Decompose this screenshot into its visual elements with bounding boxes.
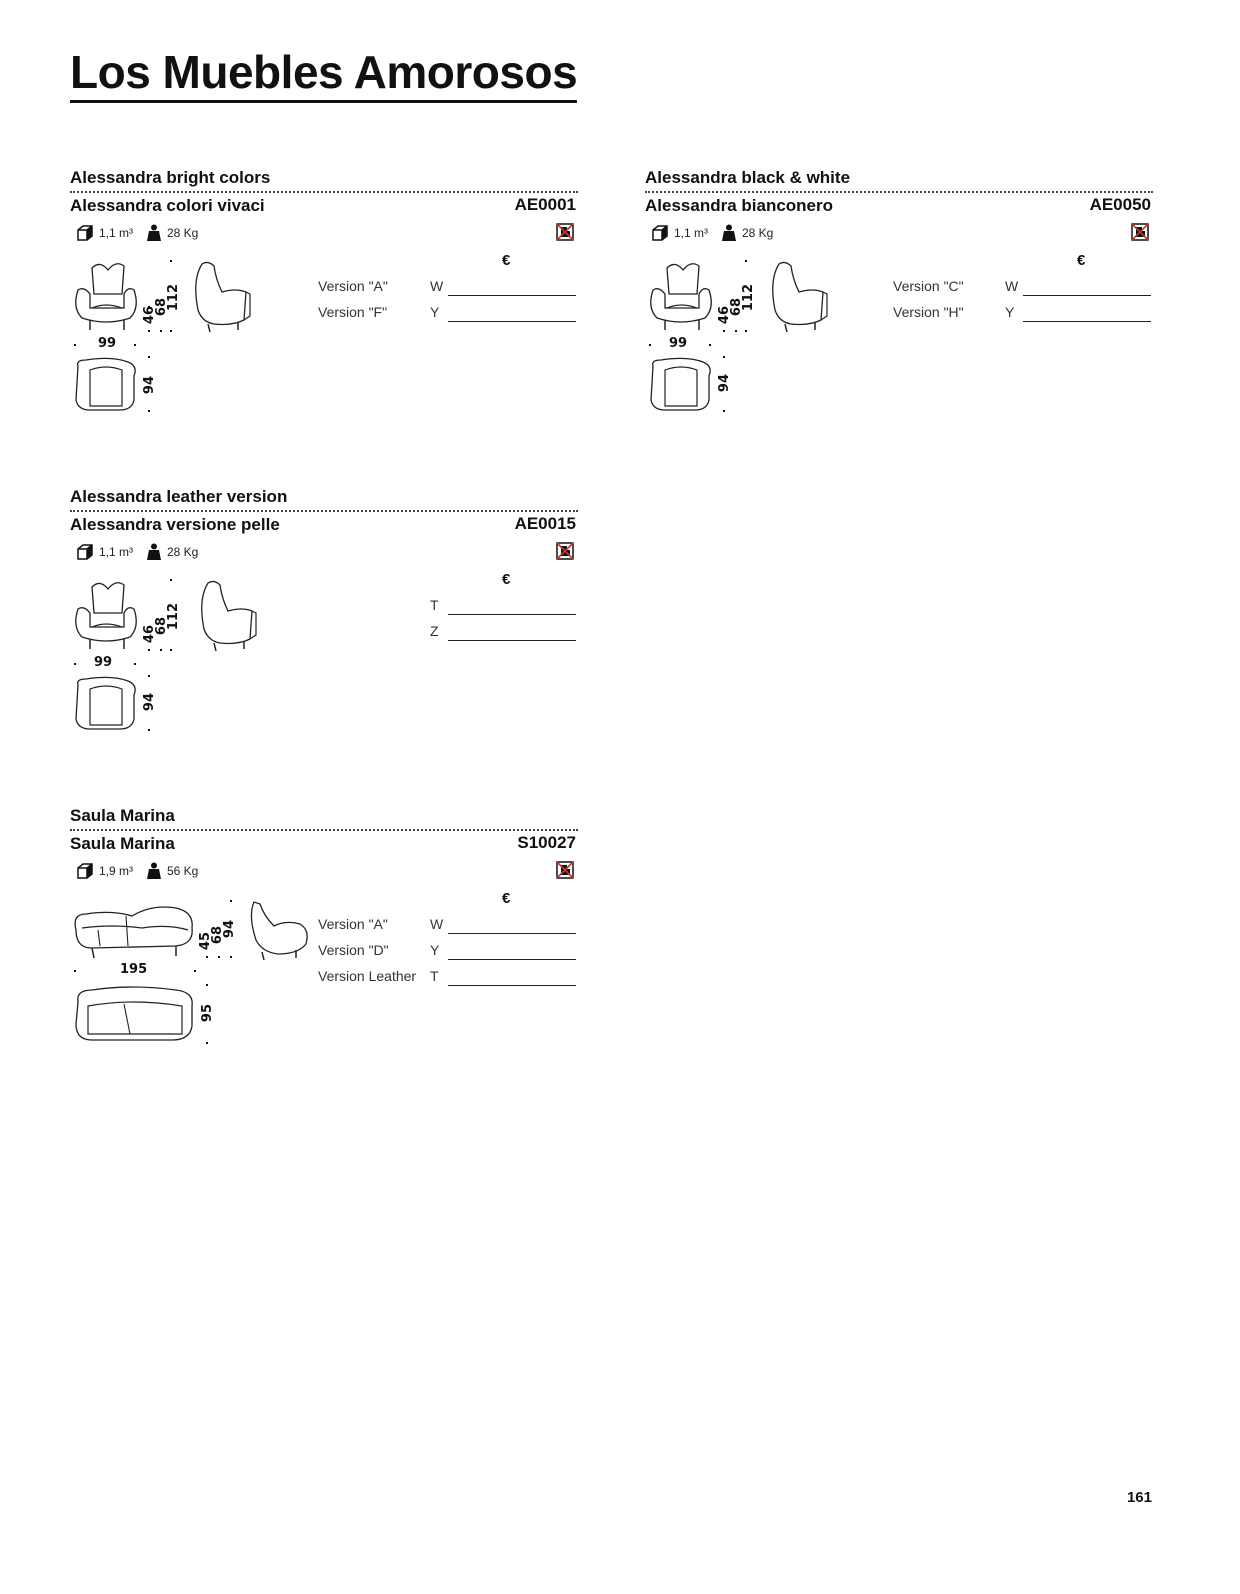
dimension-height-seat: 46: [142, 306, 157, 325]
no-assembly-icon: [556, 542, 574, 560]
volume-spec: [76, 224, 133, 242]
armchair-side-drawing: [198, 579, 260, 653]
dim-tick: [206, 1042, 208, 1044]
armchair-top-drawing: [647, 356, 717, 414]
page-number: 161: [1126, 1489, 1152, 1506]
product-code: AE0015: [514, 514, 576, 533]
dim-tick: [170, 260, 172, 262]
product-subtitle: Alessandra bianconero: [645, 196, 834, 215]
dimension-height-seat: 46: [142, 625, 157, 644]
dim-tick: [134, 344, 136, 346]
dimension-height-seat: 45: [198, 932, 213, 951]
version-row: [318, 304, 578, 324]
dim-tick: [170, 330, 172, 332]
dim-tick: [148, 330, 150, 332]
no-assembly-icon: [556, 223, 574, 241]
dim-tick: [230, 956, 232, 958]
dim-tick: [74, 344, 76, 346]
weight-icon: [146, 543, 162, 561]
dotted-divider: [645, 191, 1153, 193]
dimension-depth: 94: [717, 374, 732, 393]
version-label: Version "C": [893, 278, 964, 294]
product-subtitle: Alessandra colori vivaci: [70, 196, 265, 215]
weight-icon: [146, 862, 162, 880]
armchair-side-drawing: [769, 260, 831, 334]
version-label: Version "A": [318, 916, 388, 932]
weight-spec: [721, 224, 773, 242]
dim-tick: [218, 956, 220, 958]
version-row: [318, 916, 578, 936]
cube-icon: [651, 224, 669, 242]
volume-value: 1,1 m³: [99, 545, 134, 559]
currency-symbol: €: [502, 571, 511, 588]
price-field[interactable]: [1023, 321, 1151, 322]
price-field[interactable]: [1023, 295, 1151, 296]
product-title: Alessandra black & white: [645, 168, 851, 187]
weight-value: 28 Kg: [167, 545, 199, 559]
dim-tick: [74, 663, 76, 665]
dimension-depth: 94: [142, 376, 157, 395]
weight-spec: [146, 862, 198, 880]
price-letter: Y: [430, 304, 440, 320]
weight-icon: [146, 224, 162, 242]
price-field[interactable]: [448, 959, 576, 960]
dim-tick: [160, 330, 162, 332]
dim-tick: [745, 330, 747, 332]
armchair-top-drawing: [72, 675, 142, 733]
dimension-width: 99: [669, 336, 688, 351]
product-title: Alessandra leather version: [70, 487, 288, 506]
version-row: [318, 942, 578, 962]
price-letter: T: [430, 968, 439, 984]
price-field[interactable]: [448, 295, 576, 296]
volume-spec: [76, 543, 133, 561]
sofa-front-drawing: [72, 904, 196, 962]
weight-value: 28 Kg: [742, 226, 774, 240]
product-card: [70, 806, 580, 1066]
version-row: [318, 597, 578, 617]
dimension-height-total: 112: [166, 603, 181, 631]
weight-icon: [721, 224, 737, 242]
version-label: Version "F": [318, 304, 388, 320]
volume-spec: [76, 862, 133, 880]
price-letter: W: [1005, 278, 1019, 294]
dimension-height-total: 94: [222, 920, 237, 939]
armchair-front-drawing: [72, 579, 142, 653]
dim-tick: [230, 900, 232, 902]
dimension-width: 99: [98, 336, 117, 351]
price-field[interactable]: [448, 640, 576, 641]
dim-tick: [723, 356, 725, 358]
currency-symbol: €: [502, 252, 511, 269]
dimension-width: 195: [120, 962, 148, 977]
dimension-height-arm: 68: [154, 617, 169, 636]
weight-value: 56 Kg: [167, 864, 199, 878]
dotted-divider: [70, 510, 578, 512]
dim-tick: [206, 984, 208, 986]
dim-tick: [148, 356, 150, 358]
product-code: AE0050: [1089, 195, 1151, 214]
product-card: [645, 168, 1155, 428]
armchair-front-drawing: [72, 260, 142, 334]
dim-tick: [194, 970, 196, 972]
product-subtitle: Alessandra versione pelle: [70, 515, 280, 534]
page-title: Los Muebles Amorosos: [70, 44, 577, 103]
price-letter: Y: [1005, 304, 1015, 320]
version-label: Version "A": [318, 278, 388, 294]
dim-tick: [160, 649, 162, 651]
dim-tick: [74, 970, 76, 972]
dimension-height-arm: 68: [210, 926, 225, 945]
version-row: [318, 278, 578, 298]
product-code: AE0001: [514, 195, 576, 214]
version-row: [318, 968, 578, 988]
no-assembly-icon: [556, 861, 574, 879]
product-card: [70, 487, 580, 747]
dim-tick: [723, 410, 725, 412]
dotted-divider: [70, 191, 578, 193]
dim-tick: [170, 649, 172, 651]
weight-spec: [146, 224, 198, 242]
dim-tick: [148, 675, 150, 677]
dim-tick: [723, 330, 725, 332]
price-letter: W: [430, 278, 444, 294]
dimension-height-seat: 46: [717, 306, 732, 325]
product-title: Alessandra bright colors: [70, 168, 271, 187]
price-field[interactable]: [448, 933, 576, 934]
version-label: Version Leather: [318, 968, 417, 984]
version-label: Version "H": [893, 304, 964, 320]
product-title: Saula Marina: [70, 806, 175, 825]
sofa-side-drawing: [248, 900, 312, 962]
currency-symbol: €: [502, 890, 511, 907]
dim-tick: [709, 344, 711, 346]
weight-value: 28 Kg: [167, 226, 199, 240]
no-assembly-icon: [1131, 223, 1149, 241]
price-letter: Z: [430, 623, 439, 639]
price-letter: W: [430, 916, 444, 932]
dimension-width: 99: [94, 655, 113, 670]
armchair-front-drawing: [647, 260, 717, 334]
dim-tick: [148, 729, 150, 731]
price-letter: Y: [430, 942, 440, 958]
product-code: S10027: [517, 833, 576, 852]
dim-tick: [206, 956, 208, 958]
dimension-depth: 94: [142, 693, 157, 712]
price-field[interactable]: [448, 614, 576, 615]
cube-icon: [76, 543, 94, 561]
product-card: [70, 168, 580, 428]
price-letter: T: [430, 597, 439, 613]
armchair-side-drawing: [192, 260, 254, 334]
price-field[interactable]: [448, 985, 576, 986]
volume-spec: [651, 224, 708, 242]
cube-icon: [76, 224, 94, 242]
volume-value: 1,1 m³: [674, 226, 709, 240]
dim-tick: [735, 330, 737, 332]
dim-tick: [148, 649, 150, 651]
dotted-divider: [70, 829, 578, 831]
dimension-height-total: 112: [741, 284, 756, 312]
price-field[interactable]: [448, 321, 576, 322]
volume-value: 1,9 m³: [99, 864, 134, 878]
version-label: Version "D": [318, 942, 389, 958]
dim-tick: [649, 344, 651, 346]
dimension-height-total: 112: [166, 284, 181, 312]
dimension-depth: 95: [200, 1004, 215, 1023]
dimension-height-arm: 68: [729, 298, 744, 317]
dim-tick: [148, 410, 150, 412]
cube-icon: [76, 862, 94, 880]
version-row: [318, 623, 578, 643]
dim-tick: [745, 260, 747, 262]
sofa-top-drawing: [72, 984, 196, 1044]
dim-tick: [170, 579, 172, 581]
version-row: [893, 304, 1153, 324]
product-subtitle: Saula Marina: [70, 834, 175, 853]
dim-tick: [134, 663, 136, 665]
currency-symbol: €: [1077, 252, 1086, 269]
dimension-height-arm: 68: [154, 298, 169, 317]
armchair-top-drawing: [72, 356, 142, 414]
weight-spec: [146, 543, 198, 561]
volume-value: 1,1 m³: [99, 226, 134, 240]
version-row: [893, 278, 1153, 298]
